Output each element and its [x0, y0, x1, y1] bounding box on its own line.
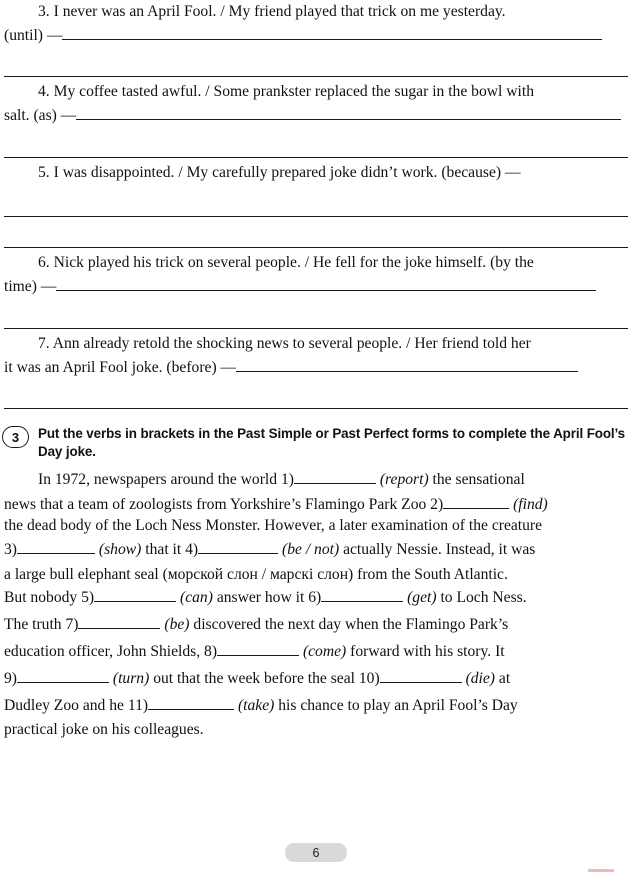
- verb-gap-3[interactable]: [17, 540, 95, 554]
- story-text: answer how it 6): [216, 589, 322, 607]
- verb-gap-1[interactable]: [294, 470, 376, 484]
- question-6-number: 6.: [38, 254, 50, 272]
- story-text: out that the week before the seal 10): [153, 669, 380, 687]
- answer-blank[interactable]: [4, 130, 628, 158]
- question-4-cue: salt. (as) —: [4, 107, 77, 125]
- question-6-text: Nick played his trick on several people. / He fell for the joke himself. (by the: [53, 254, 534, 272]
- story-text: to Loch Ness.: [440, 589, 527, 607]
- story-text: But nobody 5): [4, 589, 95, 607]
- verb-gap-2[interactable]: [443, 495, 509, 509]
- question-6-cue: time) —: [4, 278, 57, 296]
- story-text: at: [498, 669, 511, 687]
- verb-hint-1: (report): [379, 471, 429, 489]
- page-footer: [0, 843, 632, 862]
- question-3-number: 3.: [38, 3, 50, 20]
- question-item-3: [2, 0, 630, 47]
- exercise-3-story: [2, 467, 630, 741]
- answer-blank[interactable]: [62, 26, 602, 40]
- page-number: 6: [285, 843, 347, 862]
- answer-blank[interactable]: [4, 301, 628, 329]
- question-5-number: 5.: [38, 163, 50, 181]
- verb-hint-4: (be / not): [282, 540, 340, 558]
- verb-hint-3: (show): [98, 540, 142, 558]
- answer-blank[interactable]: [4, 381, 628, 409]
- verb-gap-9[interactable]: [17, 669, 109, 683]
- story-text: In 1972, newspapers around the world 1): [38, 471, 294, 489]
- story-text: The truth 7): [4, 616, 79, 634]
- story-text: practical joke on his colleagues.: [4, 721, 204, 739]
- verb-hint-2: (find): [513, 495, 548, 513]
- verb-gap-10[interactable]: [380, 669, 462, 683]
- verb-hint-7: (be): [164, 616, 190, 634]
- story-text: 9): [4, 669, 17, 687]
- verb-gap-11[interactable]: [148, 696, 234, 710]
- story-text: actually Nessie. Instead, it was: [343, 540, 536, 558]
- verb-gap-5[interactable]: [94, 588, 176, 602]
- story-text: that it 4): [145, 540, 199, 558]
- question-4-text: My coffee tasted awful. / Some prankster replaced the sugar in the bowl with: [53, 83, 534, 101]
- story-text: the sensational: [432, 471, 525, 489]
- story-text: a large bull elephant seal (морской слон / марскі слон) from the South Atlantic.: [4, 565, 508, 583]
- verb-hint-9: (turn): [112, 669, 150, 687]
- question-3-cue: (until) —: [4, 26, 63, 44]
- question-4-number: 4.: [38, 83, 50, 101]
- verb-gap-4[interactable]: [198, 540, 278, 554]
- question-3-text: I never was an April Fool. / My friend played that trick on me yesterday.: [53, 3, 506, 20]
- exercise-3-header: [2, 425, 630, 461]
- story-text: education officer, John Shields, 8): [4, 642, 218, 660]
- story-text: 3): [4, 540, 17, 558]
- answer-blank[interactable]: [76, 106, 621, 120]
- exercise-3-instruction: Put the verbs in brackets in the Past Simple or Past Perfect forms to complete the April Fool’s Day joke.: [38, 426, 626, 460]
- story-text: discovered the next day when the Flamingo Park’s: [193, 616, 509, 634]
- verb-gap-7[interactable]: [78, 615, 160, 629]
- question-item-6: [2, 251, 630, 298]
- story-text: Dudley Zoo and he 11): [4, 696, 149, 714]
- answer-blank[interactable]: [4, 220, 628, 248]
- question-7-cue: it was an April Fool joke. (before) —: [4, 358, 237, 376]
- question-item-4: [2, 80, 630, 127]
- answer-blank[interactable]: [56, 277, 596, 291]
- answer-blank[interactable]: [236, 358, 578, 372]
- verb-hint-10: (die): [465, 669, 495, 687]
- question-item-7: [2, 332, 630, 379]
- story-text: the dead body of the Loch Ness Monster. However, a later examination of the creature: [4, 517, 543, 535]
- exercise-number-badge: 3: [2, 426, 29, 448]
- verb-gap-8[interactable]: [217, 642, 299, 656]
- story-text: forward with his story. It: [350, 642, 505, 660]
- story-text: news that a team of zoologists from Yorkshire’s Flamingo Park Zoo 2): [4, 495, 444, 513]
- question-item-5: [2, 161, 630, 185]
- verb-hint-5: (can): [180, 589, 213, 607]
- answer-blank[interactable]: [4, 49, 628, 77]
- question-7-text: Ann already retold the shocking news to several people. / Her friend told her: [52, 334, 531, 352]
- verb-hint-6: (get): [407, 589, 437, 607]
- verb-hint-11: (take): [237, 696, 275, 714]
- question-7-number: 7.: [38, 334, 50, 352]
- verb-hint-8: (come): [302, 642, 347, 660]
- story-text: his chance to play an April Fool’s Day: [278, 696, 518, 714]
- question-5-text: I was disappointed. / My carefully prepared joke didn’t work. (because) —: [53, 163, 521, 181]
- answer-blank[interactable]: [4, 186, 628, 217]
- verb-gap-6[interactable]: [321, 588, 403, 602]
